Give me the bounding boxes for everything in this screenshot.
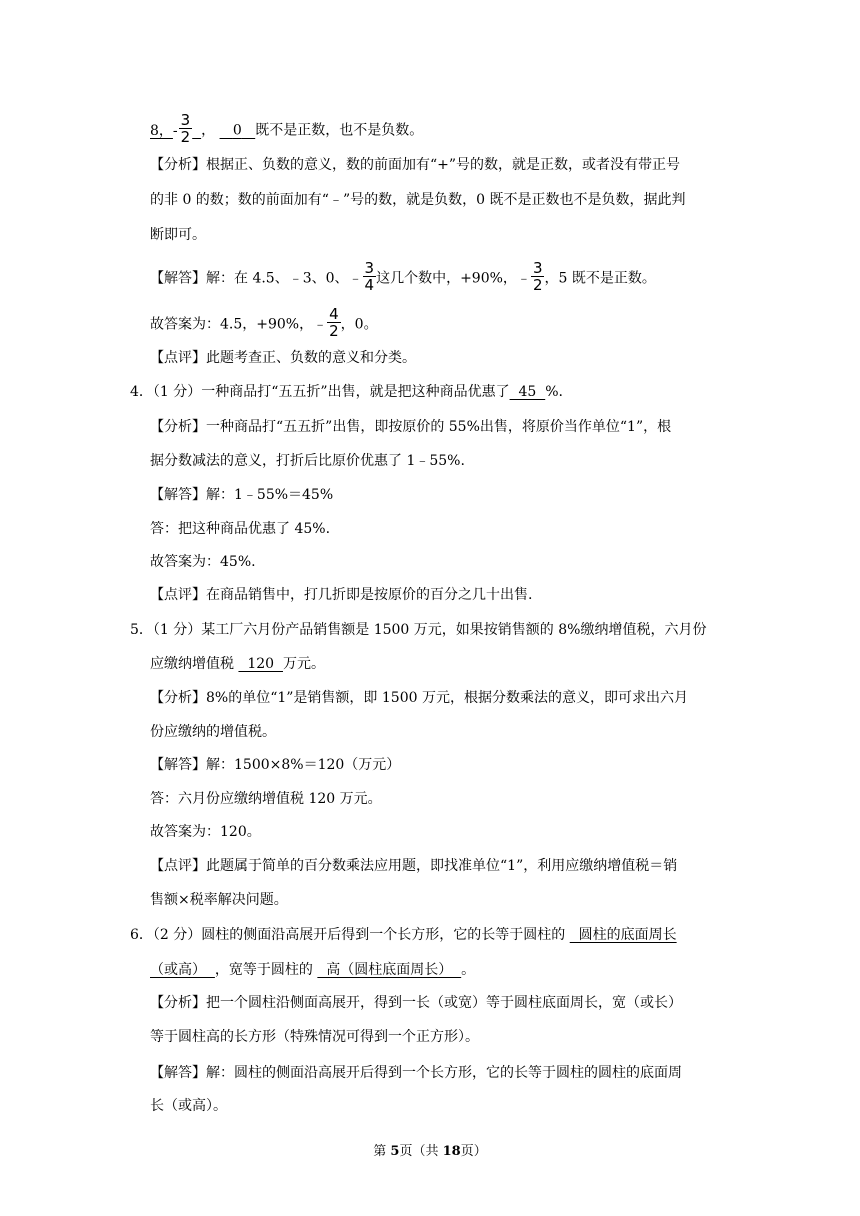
q5-analysis-2: 份应缴纳的增值税。 xyxy=(150,724,276,740)
page-total: 18 xyxy=(442,1144,461,1159)
q5-solution: 【解答】解：1500×8%＝120（万元） xyxy=(150,757,401,773)
q6-stem-2: （或高） ，宽等于圆柱的 高（圆柱底面周长） 。 xyxy=(150,962,476,978)
q6-analysis-2: 等于圆柱高的长方形（特殊情况可得到一个正方形）。 xyxy=(150,1029,479,1045)
q3-fraction-3: $\frac{3}{2}$ xyxy=(532,259,543,294)
q4-blank: 45 xyxy=(509,384,546,400)
q5-stem-2: 应缴纳增值税 120 万元。 xyxy=(150,656,325,672)
q5-answer: 故答案为：120。 xyxy=(150,824,261,840)
q3-fraction-2: $\frac{3}{4}$ xyxy=(364,259,375,294)
q4-reply: 答：把这种商品优惠了 45%. xyxy=(150,521,331,537)
q3-solution: 【解答】解：在 4.5、﹣3、0、﹣ $\frac{3}{4}$ 这几个数中，+90%，﹣ $\frac{3}{2}$ ，5 既不是正数。 xyxy=(150,259,656,294)
q5-analysis-1: 【分析】8%的单位“1”是销售额，即 1500 万元，根据分数乘法的意义，即可求出六月 xyxy=(150,690,688,706)
q3-comment: 【点评】此题考查正、负数的意义和分类。 xyxy=(150,350,416,366)
q3-fraction-4: $\frac{4}{2}$ xyxy=(329,305,339,340)
q6-blank-1b: （或高） xyxy=(150,962,215,978)
q3-answer-line: 8，- $\frac{3}{2}$ ， 0 既不是正数，也不是负数。 xyxy=(150,111,424,146)
q5-blank: 120 xyxy=(238,656,283,672)
page-footer: 第 5页（共 18页） xyxy=(373,1144,487,1159)
q6-stem-1: 6．（2 分）圆柱的侧面沿高展开后得到一个长方形，它的长等于圆柱的 圆柱的底面周长 xyxy=(130,927,677,943)
q6-blank-1a: 圆柱的底面周长 xyxy=(569,927,677,943)
q3-blank-2: 0 xyxy=(232,122,242,139)
q4-analysis-1: 【分析】一种商品打“五五折”出售，即按原价的 55%出售，将原价当作单位“1”，根 xyxy=(150,419,672,435)
q3-fraction-1: $\frac{3}{2}$ xyxy=(180,111,191,146)
q3-analysis-3: 断即可。 xyxy=(150,227,206,243)
q6-solution-2: 长（或高）。 xyxy=(150,1098,227,1114)
q3-answer: 故答案为：4.5，+90%，﹣ $\frac{4}{2}$ ，0。 xyxy=(150,305,378,340)
q5-stem-1: 5．（1 分）某工厂六月份产品销售额是 1500 万元，如果按销售额的 8%缴纳增值税，六月份 xyxy=(130,622,707,638)
q6-solution-1: 【解答】解：圆柱的侧面沿高展开后得到一个长方形，它的长等于圆柱的圆柱的底面周 xyxy=(150,1065,682,1081)
q4-answer: 故答案为：45%. xyxy=(150,554,256,570)
q3-analysis-1: 【分析】根据正、负数的意义，数的前面加有“+”号的数，就是正数，或者没有带正号 xyxy=(150,157,681,173)
q4-solution: 【解答】解：1﹣55%＝45% xyxy=(150,487,334,503)
page-number: 5 xyxy=(390,1144,400,1159)
q5-reply: 答：六月份应缴纳增值税 120 万元。 xyxy=(150,791,382,807)
q4-stem: 4．（1 分）一种商品打“五五折”出售，就是把这种商品优惠了 45 %. xyxy=(130,384,563,400)
q5-comment-1: 【点评】此题属于简单的百分数乘法应用题，即找准单位“1”，利用应缴纳增值税＝销 xyxy=(150,858,678,874)
q6-blank-2: 高（圆柱底面周长） xyxy=(317,962,462,978)
q6-analysis-1: 【分析】把一个圆柱沿侧面高展开，得到一长（或宽）等于圆柱底面周长，宽（或长） xyxy=(150,995,682,1011)
q4-comment: 【点评】在商品销售中，打几折即是按原价的百分之几十出售. xyxy=(150,587,533,603)
q4-analysis-2: 据分数减法的意义，打折后比原价优惠了 1﹣55%. xyxy=(150,453,465,469)
q5-comment-2: 售额×税率解决问题。 xyxy=(150,892,288,908)
q3-analysis-2: 的非 0 的数；数的前面加有“﹣”号的数，就是负数，0 既不是正数也不是负数，据此判 xyxy=(150,192,686,208)
q3-blank-1: 8，- $\frac{3}{2}$ xyxy=(150,111,191,146)
